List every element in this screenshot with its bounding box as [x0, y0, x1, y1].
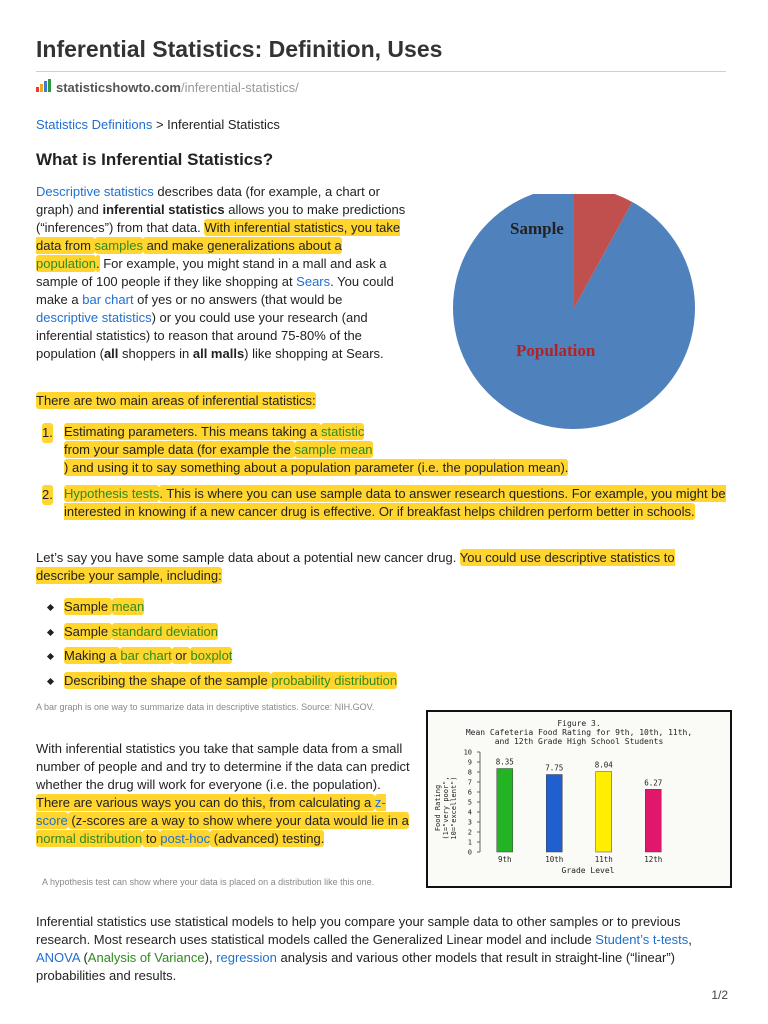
y-tick-label: 3	[467, 818, 472, 827]
y-tick-label: 6	[467, 788, 472, 797]
link-regression[interactable]: regression	[216, 950, 277, 965]
link-students-t-tests[interactable]: Student’s t-tests	[595, 932, 689, 947]
y-tick-label: 8	[467, 768, 472, 777]
link-bar-chart-2[interactable]: bar chart	[120, 648, 172, 663]
list-item: 2. Hypothesis tests. This is where you can use sample data to answer research questions. For example, you might be interested in knowing if a new cancer drug is effective. Or if breakfast helps children perform better in schools.	[42, 486, 726, 519]
chart-subtitle-line1: Mean Cafeteria Food Rating for 9th, 10th, 11th,	[465, 728, 693, 737]
descriptive-list	[48, 598, 397, 696]
link-population[interactable]: population	[36, 256, 96, 271]
bar-value-label: 8.35	[495, 757, 514, 767]
image-caption: A hypothesis test can show where your data is placed on a distribution like this one.	[42, 877, 375, 887]
link-analysis-of-variance[interactable]: Analysis of Variance	[87, 950, 205, 965]
link-statistic[interactable]: statistic	[321, 424, 365, 439]
bar-chart-figure	[426, 710, 732, 888]
page-title: Inferential Statistics: Definition, Uses	[36, 36, 443, 62]
intro-paragraph: Descriptive statistics describes data (for example, a chart or graph) and inferential statistics allows you to make predictions (“inferences”) from that data. With inferential statistics, you take data from samples and make generalizations about a population. For example, you might stand in a mall and ask a sample of 100 people if they like shopping at Sears. You could make a bar chart of yes or no answers (that would be descriptive statistics) or you could use your research (and inferential statistics) to reason that around 75-80% of the population (all shoppers in all malls) like shopping at Sears.	[36, 184, 406, 361]
breadcrumb-current: Inferential Statistics	[167, 117, 280, 132]
bar-11th	[596, 772, 612, 852]
y-axis-label-line1: Food Rating	[434, 784, 442, 832]
title-divider	[36, 71, 726, 72]
y-tick-label: 10	[463, 748, 472, 757]
x-axis-label: Grade Level	[561, 866, 615, 875]
y-axis-label-line3: 10="excellent")	[450, 776, 458, 840]
list-item: Making a bar chart or boxplot	[48, 647, 397, 665]
bar-9th	[497, 769, 513, 853]
breadcrumb-link[interactable]: Statistics Definitions	[36, 117, 153, 132]
link-anova[interactable]: ANOVA	[36, 950, 80, 965]
bar-12th	[645, 789, 661, 852]
image-caption: A bar graph is one way to summarize data in descriptive statistics. Source: NIH.GOV.	[36, 702, 375, 712]
x-tick-label: 9th	[497, 855, 512, 864]
link-boxplot[interactable]: boxplot	[190, 648, 233, 663]
pie-chart	[426, 194, 726, 444]
y-tick-label: 0	[467, 848, 472, 857]
link-normal-distribution[interactable]: normal distribution	[36, 831, 143, 846]
bar-value-label: 7.75	[545, 763, 564, 773]
source-domain[interactable]: statisticshowto.com	[56, 79, 181, 95]
x-tick-label: 10th	[545, 855, 564, 864]
paragraph-models: Inferential statistics use statistical models to help you compare your sample data to other samples or to previous research. Most research uses statistical models called the Generalized Linear model and include Student’s t-tests, ANOVA (Analysis of Variance), regression analysis and various other models that result in straight-line (“linear”) probabilities and results.	[36, 914, 692, 983]
link-post-hoc[interactable]: post-hoc	[160, 831, 211, 846]
list-item: Sample mean	[48, 598, 397, 616]
y-tick-label: 1	[467, 838, 472, 847]
link-samples[interactable]: samples	[94, 238, 143, 253]
y-tick-label: 7	[467, 778, 472, 787]
link-bar-chart[interactable]: bar chart	[82, 292, 134, 307]
link-sample-mean[interactable]: sample mean	[294, 442, 373, 457]
breadcrumb	[36, 117, 280, 132]
y-tick-label: 9	[467, 758, 472, 767]
y-tick-label: 2	[467, 828, 472, 837]
paragraph-descriptive: Let’s say you have some sample data about a potential new cancer drug. You could use descriptive statistics to describe your sample, including:	[36, 550, 675, 583]
list-item: Sample standard deviation	[48, 623, 397, 641]
link-hypothesis-tests[interactable]: Hypothesis tests	[64, 486, 160, 501]
y-axis-label-line2: (1="very poor",	[442, 776, 450, 840]
x-tick-label: 11th	[594, 855, 613, 864]
y-tick-label: 4	[467, 808, 472, 817]
source-line	[36, 79, 299, 95]
areas-intro: There are two main areas of inferential statistics:	[36, 393, 316, 408]
link-z-score[interactable]: z-score	[36, 795, 386, 828]
pie-label-sample: Sample	[510, 219, 564, 238]
bar-chart-logo-icon	[36, 79, 52, 95]
breadcrumb-separator: >	[152, 117, 168, 132]
link-probability-distribution[interactable]: probability distribution	[271, 672, 398, 688]
section-heading: What is Inferential Statistics?	[36, 150, 274, 169]
bar-value-label: 8.04	[594, 760, 613, 770]
page-number: 1/2	[711, 988, 728, 1002]
bar-chart	[428, 712, 730, 886]
list-item: Describing the shape of the sample probability distribution	[48, 672, 397, 690]
link-standard-deviation[interactable]: standard deviation	[111, 623, 218, 639]
paragraph-inferential: With inferential statistics you take that sample data from a small number of people and and try to determine if the data can predict whether the drug will work for everyone (i.e. the population). There are various ways you can do this, from calculating a z-score (z-scores are a way to show where your data would lie in a normal distribution to post-hoc (advanced) testing.	[36, 741, 410, 846]
link-mean[interactable]: mean	[111, 599, 145, 614]
chart-title: Figure 3.	[557, 719, 601, 728]
pie-label-population: Population	[516, 341, 596, 360]
y-tick-label: 5	[467, 798, 472, 807]
list-item: 1. Estimating parameters. This means taking a statistic from your sample data (for example the sample mean ) and using it to say something about a population parameter (i.e. the population mean).	[42, 424, 569, 475]
chart-subtitle-line2: and 12th Grade High School Students	[494, 737, 664, 746]
link-sears[interactable]: Sears	[296, 274, 331, 289]
source-path[interactable]: /inferential-statistics/	[180, 79, 299, 95]
link-descriptive-statistics[interactable]: Descriptive statistics	[36, 184, 154, 199]
bar-value-label: 6.27	[644, 778, 663, 788]
x-tick-label: 12th	[644, 855, 663, 864]
link-descriptive-statistics-2[interactable]: descriptive statistics	[36, 310, 152, 325]
inferential-areas-list	[36, 423, 726, 529]
bar-10th	[546, 775, 562, 853]
